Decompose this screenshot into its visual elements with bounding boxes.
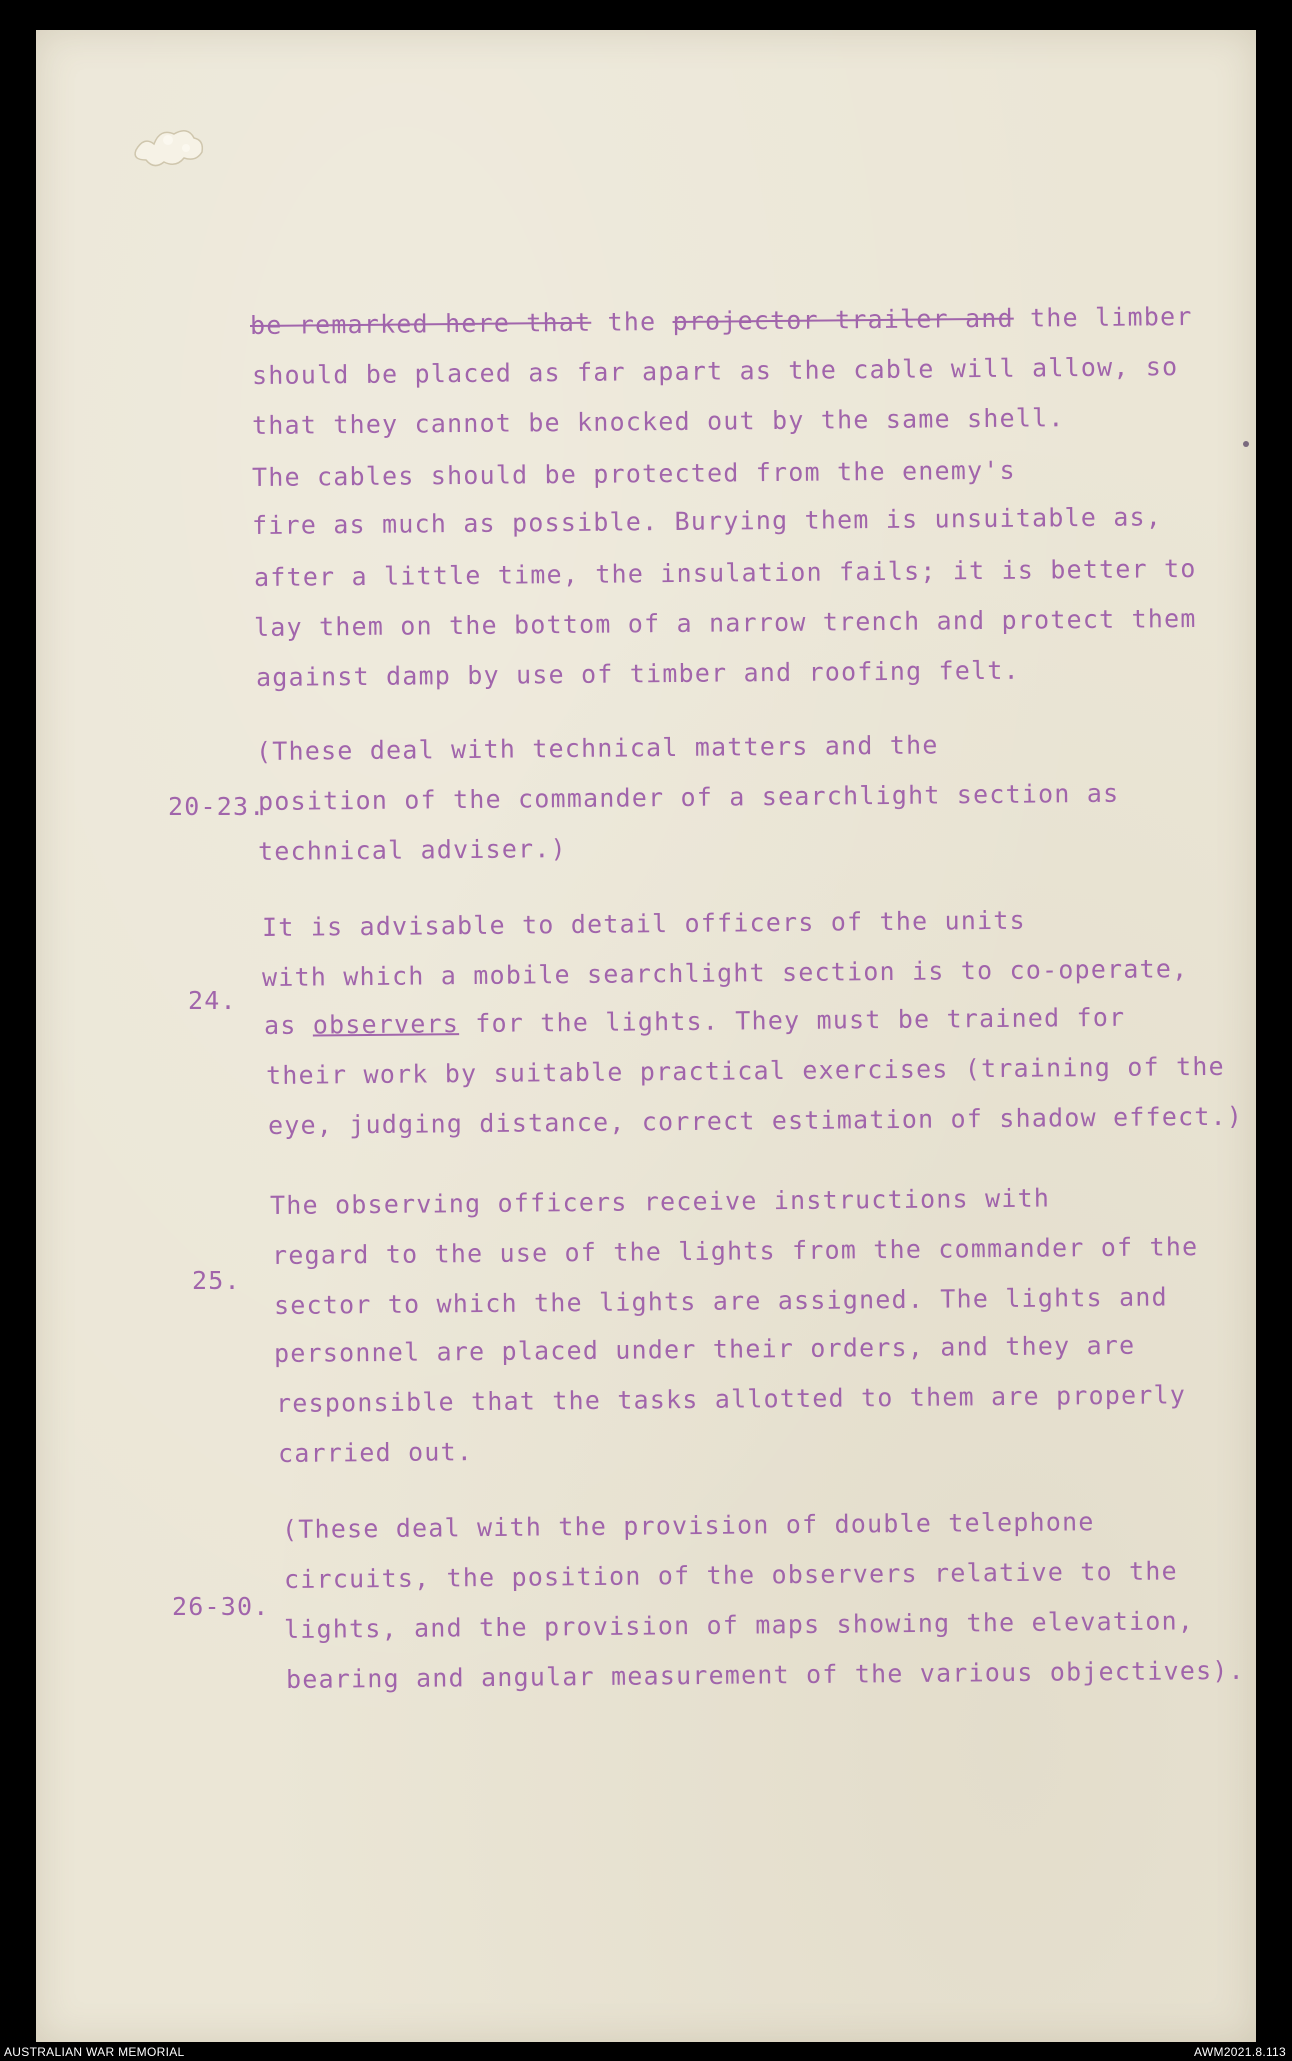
struck-text: projector trailer and: [672, 303, 1014, 336]
text-line: lay them on the bottom of a narrow trench and protect them: [253, 603, 1197, 642]
document-page: [36, 30, 1256, 2042]
text-line: with which a mobile searchlight section is to co-operate,: [261, 954, 1189, 992]
text-line: regard to the use of the lights from the commander of the: [271, 1232, 1199, 1270]
text-line: after a little time, the insulation fails; it is better to: [253, 553, 1197, 592]
text-line: It is advisable to detail officers of the units: [261, 905, 1026, 942]
text-line: carried out.: [277, 1437, 474, 1468]
text-line: bearing and angular measurement of the various objectives).: [285, 1655, 1245, 1694]
underlined-text: observers: [312, 1009, 460, 1040]
edge-dot-mark: [1242, 440, 1250, 448]
paragraph-number-20-23: 20-23.: [168, 792, 266, 821]
text-line: their work by suitable practical exercises (training of the: [265, 1051, 1225, 1090]
paragraph-number-24: 24.: [188, 986, 237, 1015]
text-line: (These deal with the provision of double telephone: [281, 1507, 1095, 1544]
paragraph-number-26-30: 26-30.: [172, 1592, 270, 1621]
text-line: sector to which the lights are assigned. The lights and: [273, 1282, 1168, 1320]
paper-damage-mark: [116, 100, 226, 190]
text-line: position of the commander of a searchlight section as: [257, 778, 1120, 816]
text-line: personnel are placed under their orders, and they are: [273, 1330, 1136, 1368]
text-line: that they cannot be knocked out by the same shell.: [251, 403, 1065, 440]
text-line: The cables should be protected from the enemy's: [251, 455, 1016, 492]
text-line: lights, and the provision of maps showing the elevation,: [283, 1606, 1195, 1644]
text-line: The observing officers receive instructions with: [269, 1183, 1051, 1220]
footer-reference-code: AWM2021.8.113: [1194, 2045, 1286, 2059]
text-segment: for the lights. They must be trained for: [458, 1002, 1126, 1039]
struck-text: be remarked here that: [249, 307, 592, 340]
text-segment: as: [263, 1010, 313, 1040]
text-line: eye, judging distance, correct estimation of shadow effect.): [267, 1101, 1244, 1140]
text-line: (These deal with technical matters and the: [255, 730, 939, 766]
text-line: circuits, the position of the observers relative to the: [283, 1556, 1178, 1594]
text-line: should be placed as far apart as the cable will allow, so: [251, 352, 1179, 390]
text-segment: the: [591, 306, 673, 337]
text-line: technical adviser.): [257, 834, 567, 866]
footer-institution: AUSTRALIAN WAR MEMORIAL: [4, 2045, 185, 2059]
text-line: against damp by use of timber and roofing felt.: [255, 655, 1020, 692]
text-line: fire as much as possible. Burying them is unsuitable as,: [251, 502, 1163, 540]
text-line: responsible that the tasks allotted to them are properly: [275, 1380, 1187, 1418]
paragraph-number-25: 25.: [192, 1266, 241, 1295]
text-segment: the limber: [1013, 301, 1193, 333]
